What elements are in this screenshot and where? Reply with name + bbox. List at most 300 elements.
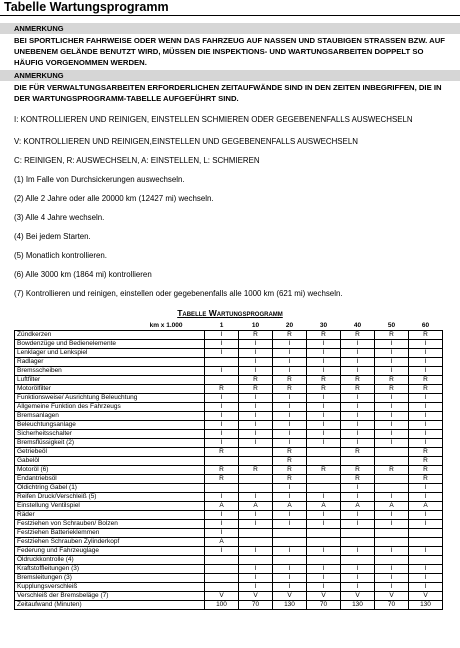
note-text-2: DIE FÜR VERWALTUNGSARBEITEN ERFORDERLICHEN ZEITAUFWÄNDE SIND IN DEN ZEITEN INBEGRIFFEN, DIE IN DER WARTUNGSPROGRAMM-TABELLE AUFGEFÜHRT SIND. <box>14 83 442 103</box>
table-cell: I <box>375 403 409 412</box>
table-cell: I <box>341 430 375 439</box>
table-cell: I <box>409 493 443 502</box>
table-row <box>15 583 443 592</box>
table-cell: 130 <box>341 601 375 610</box>
table-cell: I <box>409 367 443 376</box>
table-cell: I <box>205 340 239 349</box>
table-cell: A <box>409 502 443 511</box>
table-cell: I <box>273 547 307 556</box>
table-cell: R <box>273 457 307 466</box>
table-cell: R <box>273 466 307 475</box>
table-cell: 70 <box>375 601 409 610</box>
table-cell: R <box>273 376 307 385</box>
table-cell: I <box>205 511 239 520</box>
table-cell: 70 <box>307 601 341 610</box>
footnote-3: (3) Alle 4 Jahre wechseln. <box>14 213 105 222</box>
table-cell <box>375 475 409 484</box>
table-cell: I <box>375 421 409 430</box>
row-label: Zeitaufwand (Minuten) <box>15 601 205 610</box>
table-cell: I <box>205 403 239 412</box>
table-cell: I <box>341 367 375 376</box>
table-title: Tabelle Wartungsprogramm <box>177 308 283 318</box>
table-cell: V <box>341 592 375 601</box>
table-cell: I <box>341 583 375 592</box>
table-cell: I <box>239 574 273 583</box>
table-row <box>15 547 443 556</box>
table-cell: R <box>341 385 375 394</box>
row-label: Funktionsweise/ Ausrichtung Beleuchtung <box>15 394 205 403</box>
table-cell <box>273 538 307 547</box>
table-cell: I <box>205 349 239 358</box>
legend-i: I: KONTROLLIEREN UND REINIGEN, EINSTELLEN SCHMIEREN ODER GEGEBENENFALLS AUSWECHSELN <box>14 115 413 124</box>
row-label: Beleuchtungsanlage <box>15 421 205 430</box>
row-label: Festziehen von Schrauben/ Bolzen <box>15 520 205 529</box>
table-cell: R <box>341 466 375 475</box>
table-cell: A <box>205 538 239 547</box>
table-row <box>15 394 443 403</box>
table-row <box>15 412 443 421</box>
table-row <box>15 331 443 340</box>
row-label: Luftfilter <box>15 376 205 385</box>
table-row <box>15 340 443 349</box>
table-row <box>15 376 443 385</box>
table-cell: I <box>409 565 443 574</box>
table-cell: I <box>273 358 307 367</box>
table-cell: I <box>273 367 307 376</box>
table-row <box>15 529 443 538</box>
table-cell: 100 <box>205 601 239 610</box>
table-cell: I <box>273 340 307 349</box>
table-cell: I <box>205 412 239 421</box>
footnote-1: (1) Im Falle von Durchsickerungen auswechseln. <box>14 175 185 184</box>
table-cell: I <box>205 421 239 430</box>
table-cell: I <box>239 358 273 367</box>
table-cell: I <box>341 520 375 529</box>
table-cell <box>239 475 273 484</box>
table-cell: R <box>375 466 409 475</box>
row-label: Räder <box>15 511 205 520</box>
column-header: 60 <box>421 322 430 329</box>
table-cell: I <box>409 583 443 592</box>
table-cell: I <box>375 565 409 574</box>
legend-v: V: KONTROLLIEREN UND REINIGEN,EINSTELLEN UND GEGEBENENFALLS AUSWECHSELN <box>14 137 358 146</box>
table-row <box>15 565 443 574</box>
table-cell: R <box>409 457 443 466</box>
column-header: 30 <box>319 322 328 329</box>
row-label: Kraftstoffleitungen (3) <box>15 565 205 574</box>
table-cell: I <box>409 394 443 403</box>
table-cell: I <box>341 412 375 421</box>
table-cell: I <box>273 394 307 403</box>
table-cell <box>239 457 273 466</box>
table-cell: V <box>375 592 409 601</box>
table-cell: I <box>375 511 409 520</box>
page-title: Tabelle Wartungsprogramm <box>0 0 460 16</box>
table-cell <box>239 556 273 565</box>
table-cell: R <box>205 385 239 394</box>
table-row <box>15 556 443 565</box>
table-cell: I <box>409 340 443 349</box>
table-row <box>15 430 443 439</box>
row-label: Lenklager und Lenkspiel <box>15 349 205 358</box>
table-cell <box>375 448 409 457</box>
table-cell: I <box>239 349 273 358</box>
row-label: Bremsleitungen (3) <box>15 574 205 583</box>
table-cell: I <box>341 349 375 358</box>
table-cell: R <box>307 331 341 340</box>
table-cell <box>239 448 273 457</box>
row-label: Kupplungsverschleiß <box>15 583 205 592</box>
table-cell: I <box>409 511 443 520</box>
km-header: km x 1.000 <box>149 322 183 329</box>
table-cell: I <box>273 511 307 520</box>
table-cell: I <box>273 520 307 529</box>
table-cell: I <box>239 439 273 448</box>
table-cell <box>409 556 443 565</box>
table-cell: I <box>273 403 307 412</box>
table-cell: R <box>409 475 443 484</box>
table-cell <box>341 529 375 538</box>
table-cell: A <box>341 502 375 511</box>
table-row <box>15 349 443 358</box>
table-cell: I <box>307 574 341 583</box>
table-cell: I <box>205 439 239 448</box>
table-cell: I <box>375 493 409 502</box>
table-cell: I <box>307 520 341 529</box>
row-label: Einstellung Ventilspiel <box>15 502 205 511</box>
table-cell: I <box>239 511 273 520</box>
table-cell <box>205 583 239 592</box>
table-row <box>15 502 443 511</box>
table-row <box>15 592 443 601</box>
table-cell: I <box>205 331 239 340</box>
row-label: Motoröl (6) <box>15 466 205 475</box>
table-cell: I <box>341 394 375 403</box>
table-row <box>15 538 443 547</box>
table-cell: 130 <box>409 601 443 610</box>
table-cell: I <box>375 574 409 583</box>
table-cell: I <box>307 430 341 439</box>
table-cell <box>205 358 239 367</box>
table-cell: I <box>307 439 341 448</box>
table-row <box>15 448 443 457</box>
table-cell: R <box>409 376 443 385</box>
row-label: Öldruckkontrolle (4) <box>15 556 205 565</box>
table-cell: R <box>409 448 443 457</box>
footnote-6: (6) Alle 3000 km (1864 mi) kontrollieren <box>14 270 152 279</box>
column-header: 50 <box>387 322 396 329</box>
row-label: Allgemeine Funktion des Fahrzeugs <box>15 403 205 412</box>
table-cell: R <box>375 385 409 394</box>
table-cell: I <box>409 421 443 430</box>
table-cell: V <box>307 592 341 601</box>
row-label: Sicherheitsschalter <box>15 430 205 439</box>
table-cell: I <box>341 358 375 367</box>
table-cell: I <box>409 574 443 583</box>
table-cell: I <box>341 511 375 520</box>
table-row <box>15 574 443 583</box>
row-label: Bremsflüssigkeit (2) <box>15 439 205 448</box>
table-row <box>15 403 443 412</box>
table-cell: R <box>375 376 409 385</box>
table-cell: I <box>205 367 239 376</box>
table-cell: R <box>273 475 307 484</box>
table-cell: I <box>375 547 409 556</box>
note-heading-1: ANMERKUNG <box>0 23 460 34</box>
table-cell: R <box>273 385 307 394</box>
table-cell: V <box>409 592 443 601</box>
row-label: Reifen Druck/Verschleiß (5) <box>15 493 205 502</box>
table-cell: R <box>205 475 239 484</box>
table-cell: I <box>307 547 341 556</box>
legend-c: C: REINIGEN, R: AUSWECHSELN, A: EINSTELLEN, L: SCHMIEREN <box>14 156 260 165</box>
table-cell: I <box>239 583 273 592</box>
table-cell <box>205 484 239 493</box>
table-cell: I <box>375 520 409 529</box>
row-label: Bowdenzüge und Bedienelemente <box>15 340 205 349</box>
note-text-1: BEI SPORTLICHER FAHRWEISE ODER WENN DAS FAHRZEUG AUF NASSEN UND STAUBIGEN STRASSEN BZW. AUF UNEBENEM GELÄNDE BENUTZT WIRD, MÜSSEN DIE INSPEKTIONS- UND WARTUNGSARBEITEN DOPPELT SO HÄUFIG VORGENOMMEN WERDEN. <box>14 36 445 67</box>
table-row <box>15 439 443 448</box>
column-header: 10 <box>251 322 260 329</box>
table-cell: I <box>409 484 443 493</box>
table-cell: I <box>409 358 443 367</box>
row-label: Festziehen Schrauben Zylinderkopf <box>15 538 205 547</box>
table-cell: I <box>341 340 375 349</box>
footnote-4: (4) Bei jedem Starten. <box>14 232 91 241</box>
table-cell: I <box>273 574 307 583</box>
table-cell: I <box>239 520 273 529</box>
table-cell: A <box>239 502 273 511</box>
row-label: Zündkerzen <box>15 331 205 340</box>
table-cell: I <box>239 340 273 349</box>
table-cell: I <box>409 430 443 439</box>
table-cell: A <box>307 502 341 511</box>
table-cell <box>341 457 375 466</box>
table-cell <box>307 529 341 538</box>
table-row <box>15 385 443 394</box>
table-cell: I <box>307 349 341 358</box>
table-cell <box>239 538 273 547</box>
table-cell: I <box>375 358 409 367</box>
table-cell: I <box>409 412 443 421</box>
table-row <box>15 475 443 484</box>
table-cell: I <box>341 547 375 556</box>
table-cell: R <box>205 466 239 475</box>
table-cell: I <box>307 583 341 592</box>
table-cell <box>205 565 239 574</box>
table-cell: I <box>341 574 375 583</box>
table-cell: I <box>239 547 273 556</box>
table-cell: R <box>239 385 273 394</box>
table-row <box>15 421 443 430</box>
table-cell: I <box>341 484 375 493</box>
table-cell: I <box>409 349 443 358</box>
table-row <box>15 457 443 466</box>
table-cell: I <box>273 484 307 493</box>
table-cell: R <box>205 448 239 457</box>
row-label: Festziehen Batterieklemmen <box>15 529 205 538</box>
column-header: 40 <box>353 322 362 329</box>
table-cell: I <box>307 493 341 502</box>
row-label: Radlager <box>15 358 205 367</box>
table-cell: R <box>307 385 341 394</box>
table-cell: I <box>341 493 375 502</box>
table-cell: I <box>239 430 273 439</box>
row-label: Verschleiß der Bremsbeläge (7) <box>15 592 205 601</box>
table-cell: R <box>341 331 375 340</box>
table-cell: 130 <box>273 601 307 610</box>
table-cell: I <box>341 439 375 448</box>
table-row <box>15 511 443 520</box>
row-label: Federung und Fahrzeuglage <box>15 547 205 556</box>
row-label: Endantriebsöl <box>15 475 205 484</box>
table-cell: I <box>375 430 409 439</box>
table-cell: 70 <box>239 601 273 610</box>
table-cell: I <box>205 394 239 403</box>
table-cell: I <box>239 493 273 502</box>
table-cell: R <box>307 376 341 385</box>
table-cell: A <box>273 502 307 511</box>
footnote-2: (2) Alle 2 Jahre oder alle 20000 km (12427 mi) wechseln. <box>14 194 214 203</box>
table-cell <box>375 457 409 466</box>
row-label: Motorölfilter <box>15 385 205 394</box>
table-cell <box>307 457 341 466</box>
table-header-row <box>15 321 443 331</box>
table-row <box>15 367 443 376</box>
table-cell <box>205 556 239 565</box>
footnote-5: (5) Monatlich kontrollieren. <box>14 251 107 260</box>
table-cell: I <box>409 439 443 448</box>
table-cell: I <box>273 493 307 502</box>
table-cell <box>307 538 341 547</box>
row-label: Bremsscheiben <box>15 367 205 376</box>
table-cell: I <box>273 439 307 448</box>
table-cell: R <box>239 331 273 340</box>
row-label: Bremsanlagen <box>15 412 205 421</box>
table-row <box>15 520 443 529</box>
table-cell: I <box>307 421 341 430</box>
table-cell: I <box>273 412 307 421</box>
table-cell: I <box>307 340 341 349</box>
table-cell: I <box>375 340 409 349</box>
table-cell: I <box>307 412 341 421</box>
table-cell: I <box>409 520 443 529</box>
table-cell: R <box>409 385 443 394</box>
row-label: Öldichtring Gabel (1) <box>15 484 205 493</box>
table-cell: I <box>307 367 341 376</box>
table-row <box>15 484 443 493</box>
table-cell <box>409 529 443 538</box>
table-cell: I <box>307 511 341 520</box>
table-cell: I <box>307 565 341 574</box>
table-cell: A <box>375 502 409 511</box>
table-cell: I <box>273 349 307 358</box>
table-body <box>15 331 443 610</box>
table-cell: I <box>341 565 375 574</box>
table-cell: I <box>341 403 375 412</box>
table-cell: I <box>205 547 239 556</box>
table-cell: R <box>239 376 273 385</box>
table-cell: R <box>341 376 375 385</box>
table-cell <box>273 556 307 565</box>
table-cell <box>307 448 341 457</box>
table-cell: R <box>409 331 443 340</box>
table-cell: I <box>205 529 239 538</box>
table-cell: I <box>239 403 273 412</box>
table-cell <box>375 556 409 565</box>
column-header: 1 <box>219 322 224 329</box>
table-cell <box>205 574 239 583</box>
table-cell: I <box>239 421 273 430</box>
table-cell: I <box>273 430 307 439</box>
table-cell: R <box>341 448 375 457</box>
table-cell <box>307 475 341 484</box>
table-cell: I <box>375 349 409 358</box>
table-cell: R <box>273 448 307 457</box>
table-cell <box>341 538 375 547</box>
table-cell: I <box>307 403 341 412</box>
table-cell: R <box>307 466 341 475</box>
table-cell <box>205 457 239 466</box>
table-cell: I <box>375 412 409 421</box>
table-cell: I <box>307 394 341 403</box>
table-cell <box>307 556 341 565</box>
table-cell: I <box>375 439 409 448</box>
table-cell <box>375 484 409 493</box>
table-cell: R <box>375 331 409 340</box>
table-cell: I <box>409 547 443 556</box>
table-cell: V <box>239 592 273 601</box>
table-cell: R <box>409 466 443 475</box>
table-cell <box>375 538 409 547</box>
table-cell: V <box>205 592 239 601</box>
table-cell: I <box>273 583 307 592</box>
table-cell: I <box>239 394 273 403</box>
table-cell: I <box>239 565 273 574</box>
table-row <box>15 466 443 475</box>
table-cell: I <box>239 412 273 421</box>
table-cell <box>341 556 375 565</box>
table-cell <box>375 529 409 538</box>
table-cell: I <box>375 394 409 403</box>
row-label: Gabelöl <box>15 457 205 466</box>
table-cell: A <box>205 502 239 511</box>
table-cell: I <box>273 565 307 574</box>
table-cell: R <box>273 331 307 340</box>
table-cell: I <box>205 493 239 502</box>
table-cell: I <box>409 403 443 412</box>
row-label: Getriebeöl <box>15 448 205 457</box>
table-cell: V <box>273 592 307 601</box>
table-cell: R <box>341 475 375 484</box>
table-cell: I <box>239 367 273 376</box>
table-cell <box>307 484 341 493</box>
table-cell: I <box>307 358 341 367</box>
maintenance-table <box>14 321 443 610</box>
footnote-7: (7) Kontrollieren und reinigen, einstellen oder gegebenenfalls alle 1000 km (621 mi) wechseln. <box>14 289 343 298</box>
table-row <box>15 601 443 610</box>
table-cell <box>273 529 307 538</box>
table-cell: I <box>375 367 409 376</box>
table-cell <box>205 376 239 385</box>
table-cell <box>239 484 273 493</box>
note-heading-2: ANMERKUNG <box>0 70 460 81</box>
table-cell <box>239 529 273 538</box>
table-row <box>15 493 443 502</box>
table-cell: R <box>239 466 273 475</box>
table-cell: I <box>273 421 307 430</box>
table-cell: I <box>375 583 409 592</box>
